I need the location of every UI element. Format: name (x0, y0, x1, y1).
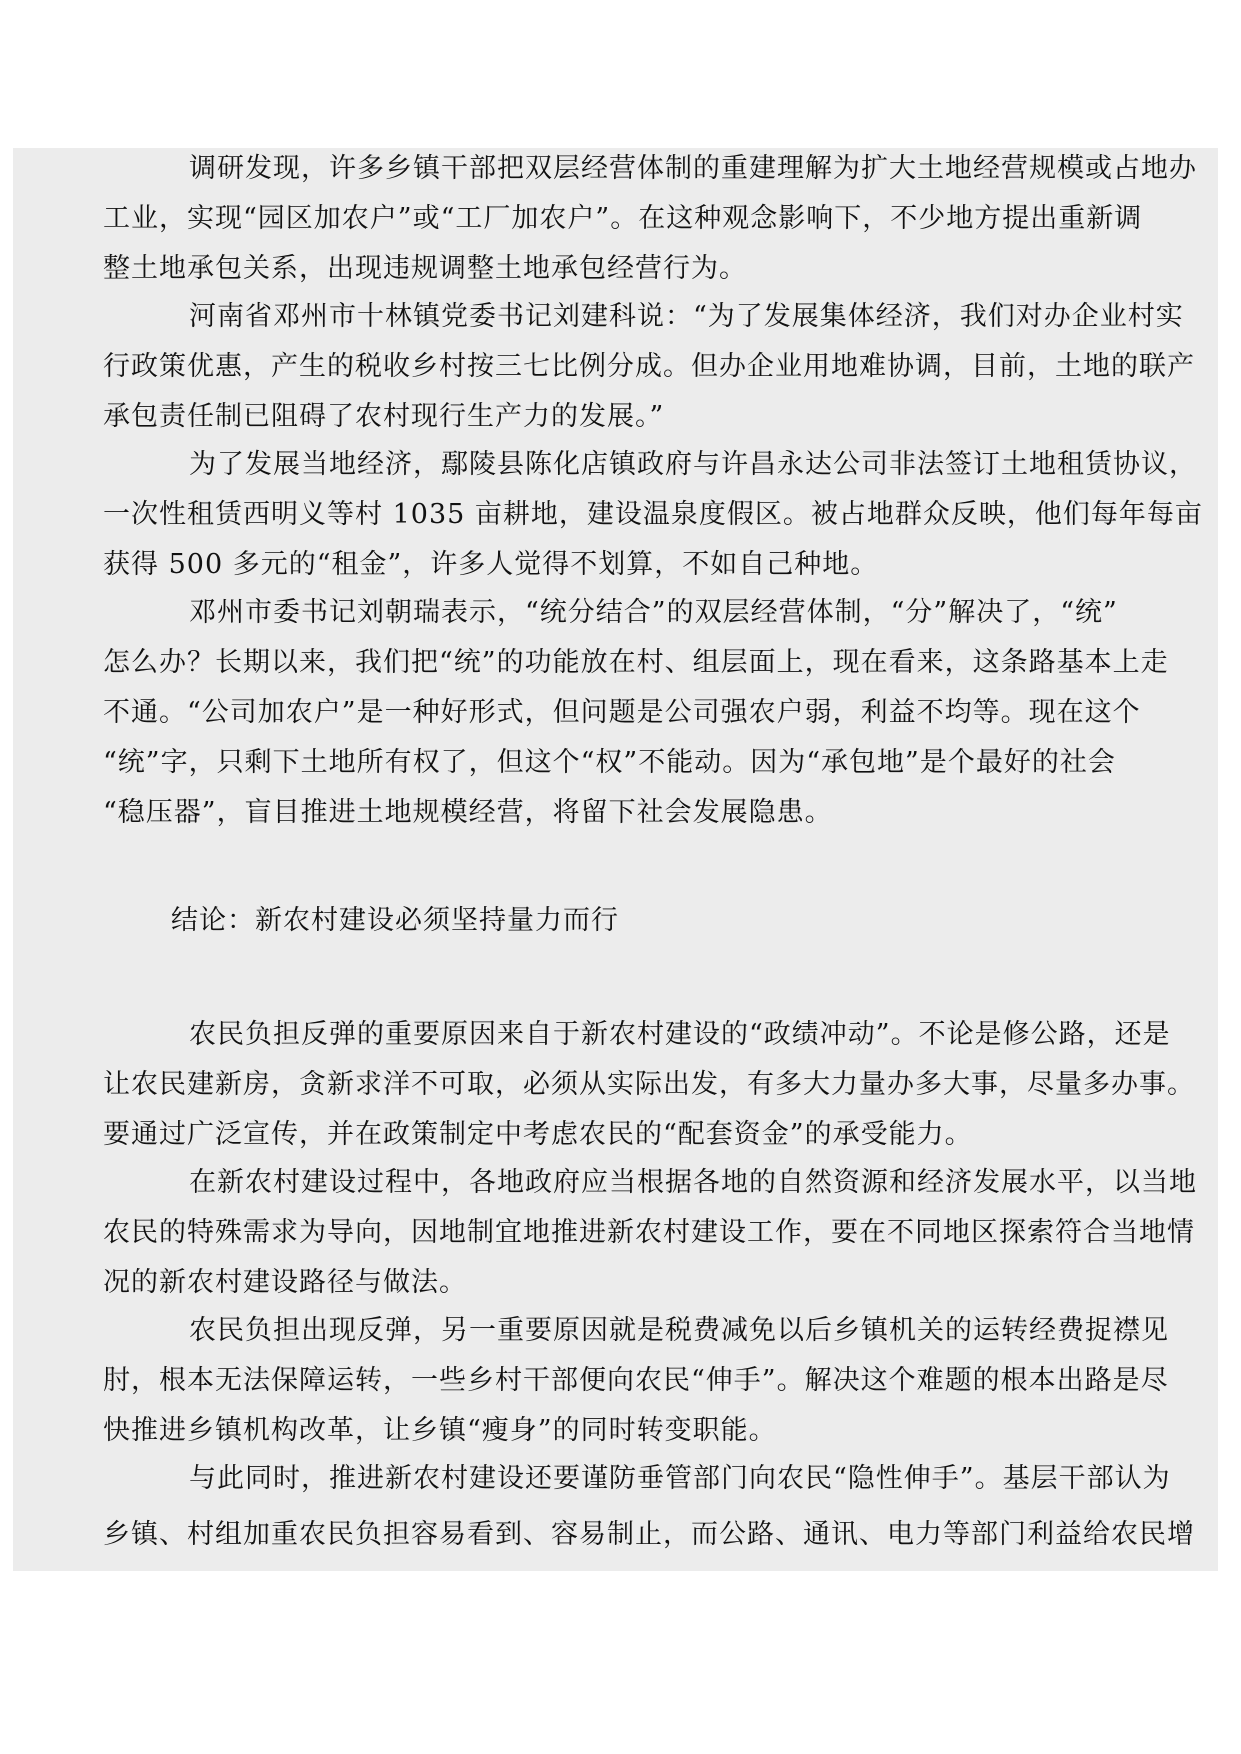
section-heading: 结论：新农村建设必须坚持量力而行 (171, 905, 619, 936)
paragraph-line: 怎么办？长期以来，我们把“统”的功能放在村、组层面上，现在看来，这条路基本上走 (103, 647, 1169, 678)
paragraph-line: 农民的特殊需求为导向，因地制宜地推进新农村建设工作，要在不同地区探索符合当地情 (103, 1217, 1195, 1248)
paragraph-line: 为了发展当地经济，鄢陵县陈化店镇政府与许昌永达公司非法签订土地租赁协议， (189, 449, 1197, 480)
paragraph-line: 农民负担反弹的重要原因来自于新农村建设的“政绩冲动”。不论是修公路，还是 (189, 1019, 1171, 1050)
paragraph-line: 农民负担出现反弹，另一重要原因就是税费减免以后乡镇机关的运转经费捉襟见 (189, 1315, 1169, 1346)
paragraph-line: 一次性租赁西明义等村 1035 亩耕地，建设温泉度假区。被占地群众反映，他们每年每亩 (103, 499, 1203, 530)
paragraph-line: 工业，实现“园区加农户”或“工厂加农户”。在这种观念影响下，不少地方提出重新调 (103, 203, 1143, 234)
paragraph (103, 148, 1197, 294)
paragraph-line: 邓州市委书记刘朝瑞表示，“统分结合”的双层经营体制，“分”解决了，“统” (189, 597, 1118, 628)
paragraph-line: 河南省邓州市十林镇党委书记刘建科说：“为了发展集体经济，我们对办企业村实 (189, 301, 1184, 332)
paragraph-line: 要通过广泛宣传，并在政策制定中考虑农民的“配套资金”的承受能力。 (103, 1119, 973, 1150)
paragraph-line: 让农民建新房，贪新求洋不可取，必须从实际出发，有多大力量办多大事，尽量多办事。 (103, 1069, 1195, 1100)
paragraph-line: 承包责任制已阻碍了农村现行生产力的发展。” (103, 401, 665, 432)
paragraph-line: “统”字，只剩下土地所有权了，但这个“权”不能动。因为“承包地”是个最好的社会 (103, 747, 1116, 778)
paragraph-line: 快推进乡镇机构改革，让乡镇“瘦身”的同时转变职能。 (103, 1415, 777, 1446)
paragraph-line: 肘，根本无法保障运转，一些乡村干部便向农民“伸手”。解决这个难题的根本出路是尽 (103, 1365, 1169, 1396)
paragraph-line: 行政策优惠，产生的税收乡村按三七比例分成。但办企业用地难协调，目前，土地的联产 (103, 351, 1195, 382)
paragraph-line: 在新农村建设过程中，各地政府应当根据各地的自然资源和经济发展水平，以当地 (189, 1167, 1197, 1198)
paragraph (103, 1306, 1169, 1456)
paragraph-line: 与此同时，推进新农村建设还要谨防垂管部门向农民“隐性伸手”。基层干部认为 (189, 1463, 1171, 1494)
paragraph (103, 1010, 1195, 1160)
paragraph (103, 1158, 1197, 1308)
paragraph-line: 调研发现，许多乡镇干部把双层经营体制的重建理解为扩大土地经营规模或占地办 (189, 153, 1197, 184)
paragraph-line: 不通。“公司加农户”是一种好形式，但问题是公司强农户弱，利益不均等。现在这个 (103, 697, 1141, 728)
paragraph-line: 况的新农村建设路径与做法。 (103, 1267, 467, 1298)
paragraph (103, 292, 1195, 442)
paragraph-line: 整土地承包关系，出现违规调整土地承包经营行为。 (103, 253, 747, 284)
paragraph (103, 440, 1203, 590)
paragraph-line: 乡镇、村组加重农民负担容易看到、容易制止，而公路、通讯、电力等部门利益给农民增 (103, 1519, 1195, 1550)
paragraph (103, 1454, 1195, 1560)
text-block (13, 148, 1218, 1571)
paragraph (103, 588, 1169, 838)
paragraph-line: “稳压器”，盲目推进土地规模经营，将留下社会发展隐患。 (103, 797, 833, 828)
paragraph-line: 获得 500 多元的“租金”，许多人觉得不划算，不如自己种地。 (103, 549, 879, 580)
